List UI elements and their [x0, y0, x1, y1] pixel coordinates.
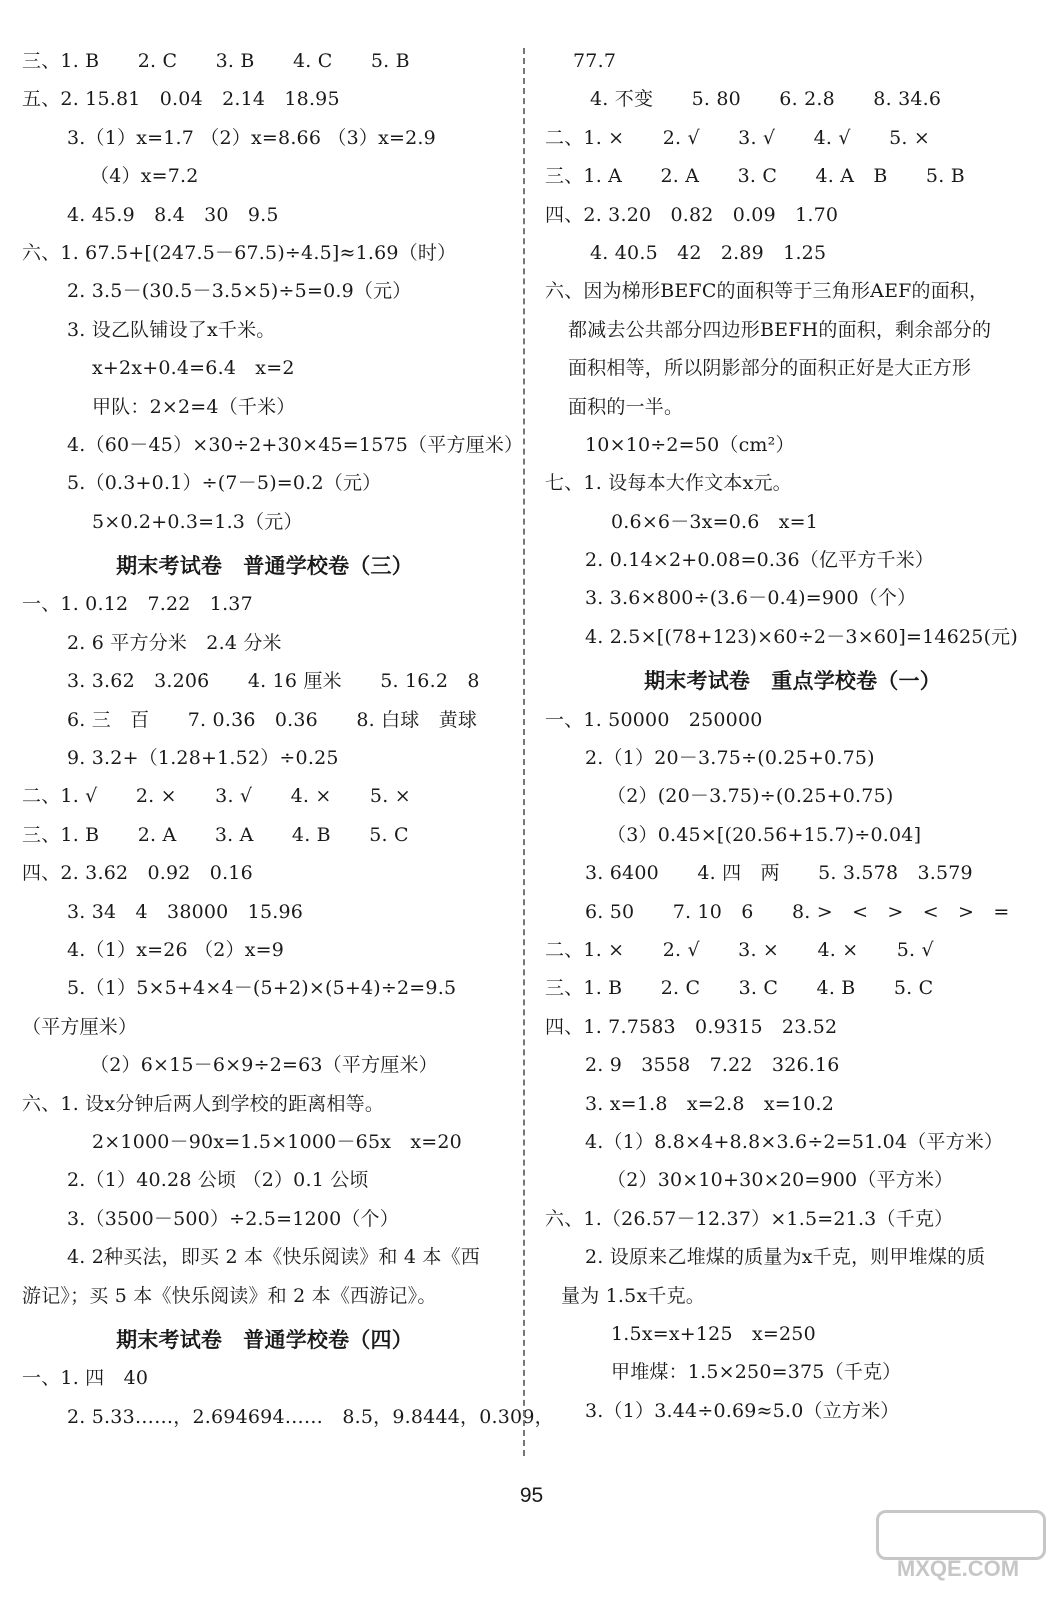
answer-line: 2. 3.5－(30.5－3.5×5)÷5=0.9（元） [67, 280, 412, 303]
answer-line: 六、1. 设x分钟后两人到学校的距离相等。 [22, 1092, 385, 1115]
answer-line: 2. 6 平方分米 2.4 分米 [67, 631, 282, 654]
right-column [545, 42, 1040, 1430]
answer-line: 二、1. √ 2. × 3. √ 4. × 5. × [22, 785, 411, 808]
answer-line: 一、1. 四 40 [22, 1367, 149, 1390]
answer-line: 3.（1）x=1.7 （2）x=8.66 （3）x=2.9 [67, 126, 436, 149]
answer-line: 四、2. 3.20 0.82 0.09 1.70 [545, 203, 839, 226]
answer-line: 六、1.（26.57－12.37）×1.5=21.3（千克） [545, 1207, 954, 1230]
answer-line: （平方厘米） [22, 1015, 138, 1038]
answer-line: 都减去公共部分四边形BEFH的面积，剩余部分的 [568, 318, 992, 341]
answer-line: 3.（3500－500）÷2.5=1200（个） [67, 1207, 399, 1230]
answer-line: 3. 6400 4. 四 两 5. 3.57̇8̇ 3.579 [585, 862, 973, 885]
answer-line: 0.6×6－3x=0.6 x=1 [611, 510, 819, 533]
answer-line: （2）(20－3.75)÷(0.25+0.75) [607, 785, 894, 808]
answer-line: 2. 9 3558 7.22 326.16 [585, 1054, 840, 1077]
answer-line: 3. 3.6×800÷(3.6－0.4)=900（个） [585, 587, 917, 610]
answer-line: 三、1. B 2. C 3. B 4. C 5. B [22, 50, 410, 72]
answer-line: 4. 2.5×[(78+123)×60÷2－3×60]=14625(元) [585, 625, 1018, 648]
answer-line: 4.（1）x=26 （2）x=9 [67, 938, 285, 961]
answer-line: 2.（1）40.28 公顷 （2）0.1 公顷 [67, 1169, 369, 1192]
answer-line: 9. 3.2+（1.28+1.52）÷0.25 [67, 747, 339, 770]
answer-line: 六、因为梯形BEFC的面积等于三角形AEF的面积， [545, 280, 989, 303]
answer-line: 四、1. 7.7583̇ 0.9315 23.52 [545, 1015, 838, 1038]
answer-line: 五、2. 15.81 0.04 2.14 18.95 [22, 88, 340, 111]
answer-line: 10×10÷2=50（cm²） [585, 433, 795, 456]
answer-line: 1.5x=x+125 x=250 [611, 1322, 816, 1345]
answer-line: 二、1. × 2. √ 3. × 4. × 5. √ [545, 938, 934, 961]
answer-line: 一、1. 50000 250000 [545, 708, 763, 731]
answer-line: 三、1. B 2. C 3. C 4. B 5. C [545, 977, 934, 1000]
answer-line: 3. 设乙队铺设了x千米。 [67, 318, 276, 341]
watermark [868, 1510, 1048, 1590]
answer-line: 四、2. 3.62 0.92 0.16 [22, 862, 253, 885]
answer-line: （3）0.45×[(20.56+15.7)÷0.04] [607, 823, 922, 846]
answer-line: （2）30×10+30×20=900（平方米） [607, 1169, 954, 1192]
answer-line: 2.（1）20－3.75÷(0.25+0.75) [585, 747, 875, 770]
answer-line: 2. 0.14×2+0.08=0.36（亿平方千米） [585, 549, 935, 572]
answer-line: 甲堆煤：1.5×250=375（千克） [611, 1361, 902, 1384]
answer-line: 一、1. 0.12 7.22 1.37 [22, 593, 253, 616]
answer-line: 三、1. A 2. A 3. C 4. A B 5. B [545, 165, 965, 188]
answer-line: 三、1. B 2. A 3. A 4. B 5. C [22, 823, 409, 846]
section-heading: 期末考试卷 重点学校卷（一） [644, 669, 941, 694]
answer-line: 2. 5.33……，2.694694…… 8.5，9.8444，0.309， [67, 1405, 554, 1428]
answer-line: 量为 1.5x千克。 [561, 1284, 705, 1307]
answer-line: 5.（0.3+0.1）÷(7－5)=0.2（元） [67, 472, 382, 495]
answer-line: 甲队：2×2=4（千米） [92, 395, 296, 418]
answer-line: 4. 不变 5. 80 6. 2.8 8. 34.6 [590, 88, 942, 111]
answer-line: 4. 40.5 42 2.89 1.25 [590, 241, 827, 264]
answer-line: 3. 34 4 38000 15.96 [67, 900, 304, 923]
column-divider [523, 48, 525, 1456]
answer-line: 七、1. 设每本大作文本x元。 [545, 472, 792, 495]
answer-line: 面积的一半。 [568, 395, 684, 418]
answer-line: 4.（60－45）×30÷2+30×45=1575（平方厘米） [67, 433, 524, 456]
answer-line: 4. 45.9 8.4 30 9.5 [67, 203, 279, 226]
answer-line: 6. 三 百 7. 0.3̇6̇ 0.36 8. 白球 黄球 [67, 708, 478, 731]
answer-line: 4. 2种买法，即买 2 本《快乐阅读》和 4 本《西 [67, 1246, 480, 1269]
answer-line: （2）6×15－6×9÷2=63（平方厘米） [90, 1054, 438, 1077]
answer-line: 二、1. × 2. √ 3. √ 4. √ 5. × [545, 126, 930, 149]
left-column [22, 42, 554, 1436]
answer-line: 5.（1）5×5+4×4－(5+2)×(5+4)÷2=9.5 [67, 977, 457, 1000]
answer-line: 2. 设原来乙堆煤的质量为x千克，则甲堆煤的质 [585, 1246, 986, 1269]
section-heading: 期末考试卷 普通学校卷（三） [116, 554, 413, 579]
answer-line: 3. 3.62̇ 3.20̇6̇ 4. 16 厘米 5. 16.2 8 [67, 670, 480, 693]
answer-line: 4.（1）8.8×4+8.8×3.6÷2=51.04（平方米） [585, 1130, 1004, 1153]
answer-line: x+2x+0.4=6.4 x=2 [92, 357, 295, 380]
answer-line: 3. x=1.8 x=2.8 x=10.2 [585, 1092, 835, 1115]
answer-line: 游记》；买 5 本《快乐阅读》和 2 本《西游记》。 [22, 1284, 437, 1307]
watermark-text: MXQE.COM [896, 1556, 1020, 1581]
answer-line: 六、1. 67.5+[(247.5－67.5)÷4.5]≈1.69（时） [22, 241, 457, 264]
page-number: 95 [519, 1484, 544, 1507]
answer-line: 5×0.2+0.3=1.3（元） [92, 510, 303, 533]
section-heading: 期末考试卷 普通学校卷（四） [116, 1327, 413, 1352]
answer-line: 77.7 [573, 50, 617, 72]
answer-line: 面积相等，所以阴影部分的面积正好是大正方形 [568, 357, 972, 380]
answer-line: （4）x=7.2 [90, 165, 199, 188]
answer-line: 6. 50 7. 10 6 8. > < > < > = [585, 900, 1010, 923]
answer-line: 2×1000－90x=1.5×1000－65x x=20 [92, 1130, 462, 1153]
watermark-logo-icon [876, 1510, 1046, 1560]
answer-line: 3.（1）3.44÷0.69≈5.0（立方米） [585, 1399, 900, 1422]
